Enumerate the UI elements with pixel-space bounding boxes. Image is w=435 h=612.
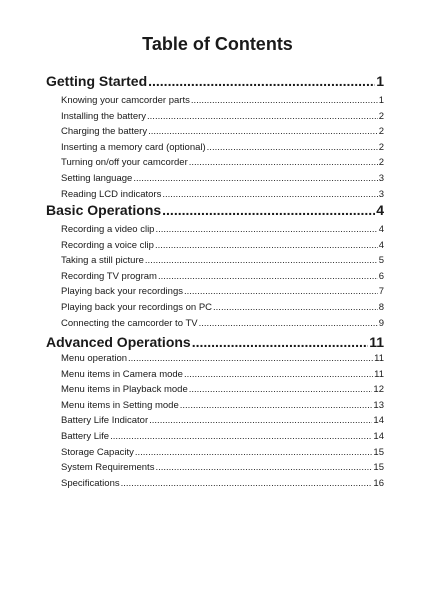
toc-entry[interactable] [61, 460, 384, 476]
entry-label: Installing the battery [61, 110, 147, 122]
toc-entry[interactable] [61, 140, 384, 156]
entry-page-number: 3 [378, 188, 384, 200]
entry-label: System Requirements [61, 462, 155, 474]
toc-entry[interactable] [61, 238, 384, 254]
dot-leader [133, 171, 377, 187]
entry-page-number: 4 [378, 224, 384, 235]
entry-label: Storage Capacity [61, 446, 134, 458]
toc-entry[interactable] [61, 367, 384, 383]
dot-leader [145, 253, 378, 269]
dot-leader [148, 124, 378, 140]
entry-label: Reading LCD indicators [61, 188, 162, 200]
dot-leader [155, 238, 378, 254]
entry-label: Inserting a memory card (optional) [61, 141, 206, 153]
toc-entry[interactable] [61, 398, 384, 414]
entry-page-number: 14 [373, 415, 384, 427]
toc-entry[interactable] [61, 109, 384, 125]
entry-label: Recording TV program [61, 270, 157, 282]
entry-page-number: 2 [378, 126, 384, 138]
dot-leader [191, 93, 378, 109]
toc-entry[interactable] [61, 445, 384, 461]
entry-label: Menu items in Camera mode [61, 368, 183, 380]
entry-page-number: 2 [378, 110, 384, 122]
entry-label: Taking a still picture [61, 255, 144, 267]
entry-page-number: 2 [378, 141, 384, 153]
entry-page-number: 4 [378, 239, 384, 251]
section-heading: Getting Started [46, 73, 148, 89]
entry-page-number: 13 [373, 399, 384, 411]
entry-label: Menu operation [61, 353, 128, 364]
dot-leader [162, 199, 375, 221]
dot-leader [148, 70, 375, 92]
entry-label: Battery Life Indicator [61, 415, 149, 427]
entry-page-number: 2 [378, 157, 384, 169]
toc-entry[interactable] [61, 429, 384, 445]
dot-leader [207, 140, 378, 156]
toc-entry[interactable] [61, 171, 384, 187]
entry-page-number: 7 [378, 286, 384, 298]
entry-label: Recording a video clip [61, 224, 155, 235]
toc-entry[interactable] [61, 284, 384, 300]
section-heading: Advanced Operations [46, 334, 191, 350]
toc-entry[interactable] [61, 382, 384, 398]
entry-page-number: 11 [374, 368, 384, 380]
entry-label: Battery Life [61, 430, 110, 442]
entry-label: Turning on/off your camcorder [61, 157, 188, 169]
entry-label: Menu items in Playback mode [61, 384, 188, 396]
dot-leader [184, 284, 378, 300]
toc-entry[interactable] [61, 155, 384, 171]
dot-leader [199, 316, 378, 332]
section-page-number: 1 [376, 73, 384, 89]
dot-leader [110, 429, 372, 445]
entry-label: Setting language [61, 172, 133, 184]
toc-entry[interactable] [61, 351, 384, 367]
entry-page-number: 9 [378, 317, 384, 329]
toc-entry[interactable] [61, 476, 384, 492]
entry-page-number: 15 [373, 446, 384, 458]
entry-page-number: 1 [378, 95, 384, 106]
toc-section-basic-operations[interactable] [46, 199, 384, 221]
dot-leader [147, 109, 378, 125]
dot-leader [184, 367, 373, 383]
entry-label: Playing back your recordings [61, 286, 183, 298]
entry-label: Specifications [61, 477, 120, 489]
entry-page-number: 14 [373, 430, 384, 442]
toc-section-getting-started[interactable] [46, 70, 384, 92]
dot-leader [128, 351, 373, 367]
dot-leader [189, 382, 373, 398]
toc-entry[interactable] [61, 124, 384, 140]
entry-page-number: 5 [378, 255, 384, 267]
entry-page-number: 11 [374, 353, 384, 364]
entry-label: Recording a voice clip [61, 239, 154, 251]
dot-leader [149, 413, 372, 429]
entry-label: Menu items in Setting mode [61, 399, 179, 411]
entry-page-number: 12 [373, 384, 384, 396]
entry-label: Knowing your camcorder parts [61, 95, 190, 106]
entry-label: Playing back your recordings on PC [61, 301, 213, 313]
toc-entry[interactable] [61, 413, 384, 429]
toc-entry[interactable] [61, 269, 384, 285]
entry-page-number: 8 [378, 301, 384, 313]
entry-label: Charging the battery [61, 126, 148, 138]
dot-leader [213, 300, 378, 316]
entry-page-number: 3 [378, 172, 384, 184]
section-heading: Basic Operations [46, 202, 162, 218]
toc-entry[interactable] [61, 316, 384, 332]
dot-leader [158, 269, 378, 285]
entry-page-number: 6 [378, 270, 384, 282]
entry-page-number: 16 [373, 477, 384, 489]
dot-leader [189, 155, 378, 171]
toc-entry[interactable] [61, 300, 384, 316]
entry-label: Connecting the camcorder to TV [61, 317, 198, 329]
dot-leader [180, 398, 373, 414]
toc-entry[interactable] [61, 253, 384, 269]
section-page-number: 11 [369, 334, 384, 350]
dot-leader [155, 460, 372, 476]
section-page-number: 4 [376, 202, 384, 218]
toc-section-advanced-operations[interactable] [46, 331, 384, 353]
dot-leader [135, 445, 373, 461]
dot-leader [121, 476, 373, 492]
entry-page-number: 15 [373, 462, 384, 474]
toc-entry[interactable] [61, 93, 384, 109]
dot-leader [155, 222, 377, 238]
dot-leader [192, 331, 368, 353]
page-title: Table of Contents [142, 34, 293, 54]
toc-entry[interactable] [61, 222, 384, 238]
